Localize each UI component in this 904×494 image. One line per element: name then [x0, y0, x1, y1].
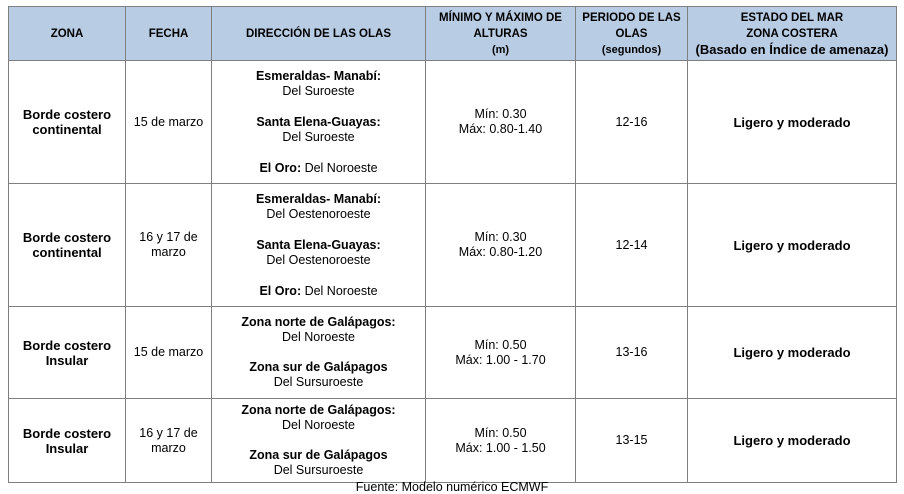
- direccion-label: El Oro:: [259, 283, 302, 298]
- fecha-cell: [126, 307, 212, 399]
- zona-line2: Insular: [45, 352, 89, 368]
- source-caption: Fuente: Modelo numérico ECMWF: [355, 480, 549, 494]
- estado-cell: Ligero y moderado: [688, 184, 897, 307]
- direccion-cell: [212, 307, 426, 399]
- direccion-value: Del Suroeste: [282, 129, 355, 144]
- periodo-cell: 13-15: [576, 399, 688, 483]
- header-alturas-unit: (m): [491, 43, 510, 56]
- direccion-label: Esmeraldas- Manabí:: [255, 68, 382, 83]
- zona-line1: Borde costero: [22, 337, 112, 353]
- altura-min: Mín: 0.50: [474, 425, 527, 440]
- altura-max: Máx: 1.00 - 1.70: [455, 352, 546, 367]
- fecha-line2: marzo: [151, 440, 186, 455]
- altura-min: Mín: 0.30: [474, 230, 527, 244]
- header-periodo-line2: OLAS: [615, 27, 648, 40]
- altura-min: Mín: 0.50: [474, 337, 527, 352]
- periodo-cell: 13-16: [576, 307, 688, 399]
- direccion-label: Zona sur de Galápagos: [249, 448, 388, 462]
- fecha-line1: 16 y 17 de: [139, 230, 198, 244]
- alturas-cell: [426, 399, 576, 483]
- header-estado-line3: (Basado en Índice de amenaza): [695, 41, 889, 57]
- fecha-line2: marzo: [151, 245, 186, 259]
- periodo-cell: 12-16: [576, 61, 688, 184]
- fecha-line1: 15 de marzo: [133, 345, 204, 359]
- alturas-cell: [426, 307, 576, 399]
- zona-line1: Borde costero: [22, 107, 112, 122]
- direccion-value: Del Oestenoroeste: [266, 206, 371, 221]
- altura-max: Máx: 1.00 - 1.50: [455, 440, 546, 455]
- direccion-cell: [212, 61, 426, 184]
- estado-cell: Ligero y moderado: [688, 61, 897, 184]
- direccion-cell: [212, 184, 426, 307]
- direccion-label: Esmeraldas- Manabí:: [255, 191, 382, 206]
- direccion-label: Zona sur de Galápagos: [249, 360, 388, 374]
- header-periodo-unit: (segundos): [601, 43, 662, 56]
- wave-forecast-table: [8, 6, 897, 483]
- direccion-value: Del Suroeste: [282, 83, 355, 98]
- zona-line2: continental: [32, 122, 102, 137]
- direccion-value: Del Noroeste: [282, 418, 355, 432]
- header-estado: [688, 7, 897, 61]
- estado-cell: Ligero y moderado: [688, 307, 897, 399]
- table-row: [9, 307, 897, 399]
- alturas-cell: [426, 184, 576, 307]
- header-estado-line2: ZONA COSTERA: [746, 27, 838, 40]
- direccion-value: Del Sursuroeste: [273, 463, 364, 477]
- alturas-cell: [426, 61, 576, 184]
- fecha-cell: [126, 184, 212, 307]
- table-row: [9, 184, 897, 307]
- direccion-label: Santa Elena-Guayas:: [256, 237, 381, 252]
- table-row: [9, 61, 897, 184]
- direccion-value: Del Noroeste: [301, 160, 378, 175]
- header-fecha: FECHA: [126, 7, 212, 61]
- estado-cell: Ligero y moderado: [688, 399, 897, 483]
- direccion-label: El Oro:: [259, 160, 302, 175]
- header-direccion: DIRECCIÓN DE LAS OLAS: [212, 7, 426, 61]
- direccion-value: Del Oestenoroeste: [266, 252, 371, 267]
- altura-max: Máx: 0.80-1.40: [458, 122, 543, 136]
- altura-min: Mín: 0.30: [474, 107, 527, 121]
- fecha-cell: [126, 399, 212, 483]
- zona-line2: continental: [32, 245, 102, 260]
- direccion-value: Del Sursuroeste: [273, 375, 364, 389]
- direccion-cell: [212, 399, 426, 483]
- direccion-label: Santa Elena-Guayas:: [256, 114, 381, 129]
- direccion-value: Del Noroeste: [282, 330, 355, 344]
- periodo-cell: 12-14: [576, 184, 688, 307]
- header-alturas-line1: MÍNIMO Y MÁXIMO DE: [439, 11, 562, 24]
- zona-cell: [9, 307, 126, 399]
- fecha-line1: 15 de marzo: [133, 114, 204, 129]
- header-alturas-line2: ALTURAS: [473, 27, 528, 40]
- header-zona: ZONA: [9, 7, 126, 61]
- header-estado-line1: ESTADO DEL MAR: [740, 11, 844, 24]
- table-row: [9, 399, 897, 483]
- zona-line1: Borde costero: [22, 425, 112, 441]
- fecha-cell: [126, 61, 212, 184]
- zona-cell: [9, 184, 126, 307]
- fecha-line1: 16 y 17 de: [139, 425, 198, 440]
- direccion-value: Del Noroeste: [301, 283, 378, 298]
- header-periodo-line1: PERIODO DE LAS: [582, 11, 681, 24]
- zona-cell: [9, 399, 126, 483]
- header-alturas: [426, 7, 576, 61]
- zona-line2: Insular: [45, 440, 89, 456]
- header-periodo: [576, 7, 688, 61]
- header-row: [9, 7, 897, 61]
- direccion-label: Zona norte de Galápagos:: [241, 315, 396, 329]
- zona-cell: [9, 61, 126, 184]
- zona-line1: Borde costero: [22, 230, 112, 245]
- altura-max: Máx: 0.80-1.20: [458, 245, 543, 259]
- direccion-label: Zona norte de Galápagos:: [241, 403, 396, 417]
